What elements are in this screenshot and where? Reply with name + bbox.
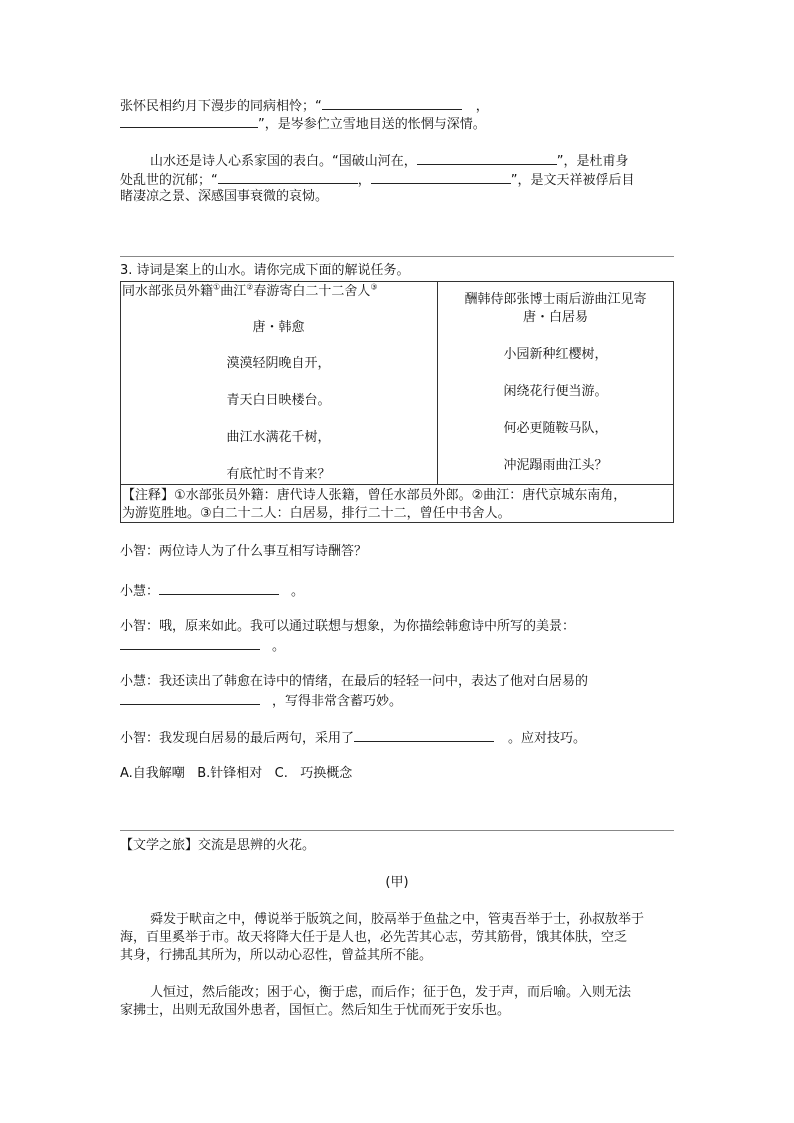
poem-note-line1: 【注释】①水部张员外籍：唐代诗人张籍，曾任水部员外郎。②曲江：唐代京城东南角， [122,488,627,503]
poem-left-author: 唐・韩愈 [252,320,305,335]
poem-left-title: 同水部张员外籍①曲江②春游寄白二十二舍人③ [122,282,378,299]
question-3-title: 3. 诗词是案上的山水。请你完成下面的解说任务。 [120,263,410,278]
section-heading: 【文学之旅】交流是思辨的火花。 [120,838,316,853]
passage-line: 人恒过，然后能改；困于心，衡于虑，而后作；征于色，发于声，而后喻。入则无法 [150,985,632,1000]
passage-line: 家拂士，出则无敌国外患者，国恒亡。然后知生于忧而死于安乐也。 [120,1003,511,1018]
answer-blank[interactable] [371,171,511,184]
dialogue-line: ，写得非常含蓄巧妙。 [120,692,402,710]
dialogue-line: 小慧： 。 [120,584,305,599]
para1-line2: ”，是岑参伫立雪地目送的怅惘与深情。 [120,115,486,133]
answer-blank[interactable] [159,582,279,595]
poem-right-line: 何必更随鞍马队， [503,421,608,436]
answer-blank[interactable] [354,729,494,742]
poem-right-line: 冲泥蹋雨曲江头？ [503,458,608,473]
divider [120,830,674,831]
answer-blank[interactable] [120,692,260,705]
passage-line: 海，百里奚举于市。故天将降大任于是人也，必先苦其心志，劳其筋骨，饿其体肤，空乏 [120,930,628,945]
dialogue-line: 小慧：我还读出了韩愈在诗中的情绪，在最后的轻轻一问中，表达了他对白居易的 [120,674,589,689]
poem-left-line: 有底忙时不肯来？ [226,467,331,482]
dialogue-line: 小智：哦，原来如此。我可以通过联想与想象，为你描绘韩愈诗中所写的美景： [120,619,576,634]
passage-line: 舜发于畎亩之中，傅说举于版筑之间，胶鬲举于鱼盐之中，管夷吾举于士，孙叔敖举于 [150,912,645,927]
dialogue-line: 。 [120,637,285,655]
poem-right-title: 酬韩侍郎张博士雨后游曲江见寄 [464,292,647,307]
poem-note-line2: 为游览胜地。③白二十二人：白居易，排行二十二，曾任中书舍人。 [122,506,511,521]
section-subheading: (甲) [385,875,409,890]
poem-right-line: 闲绕花行便当游。 [503,384,608,399]
poem-left-line: 青天白日映楼台。 [226,393,331,408]
dialogue-line: 小智：我发现白居易的最后两句，采用了 。应对技巧。 [120,731,587,746]
answer-options: A.自我解嘲 B.针锋相对 C. 巧换概念 [120,766,353,781]
poem-right-author: 唐・白居易 [522,310,588,325]
para2-line1: 山水还是诗人心系家国的表白。“国破山河在， ”，是杜甫身 [150,154,629,169]
answer-blank[interactable] [218,171,358,184]
para1-line1: 张怀民相约月下漫步的同病相怜；“ ， [120,99,489,114]
answer-blank[interactable] [322,97,462,110]
poem-left-line: 漠漠轻阴晚自开， [226,356,331,371]
dialogue-line: 小智：两位诗人为了什么事互相写诗酬答？ [120,544,368,559]
divider [120,256,674,257]
answer-blank[interactable] [120,637,260,650]
answer-blank[interactable] [120,115,258,128]
poem-left-line: 曲江水满花千树， [226,430,331,445]
answer-blank[interactable] [417,152,557,165]
poem-table-note-divider [120,484,674,485]
para2-line3: 睹凄凉之景、深感国事衰微的哀恸。 [120,189,329,204]
poem-right-line: 小园新种红樱树， [503,347,608,362]
passage-line: 其身，行拂乱其所为，所以动心忍性，曾益其所不能。 [120,948,433,963]
para2-line2: 处乱世的沉郁；“ ， ”，是文天祥被俘后目 [120,173,635,188]
